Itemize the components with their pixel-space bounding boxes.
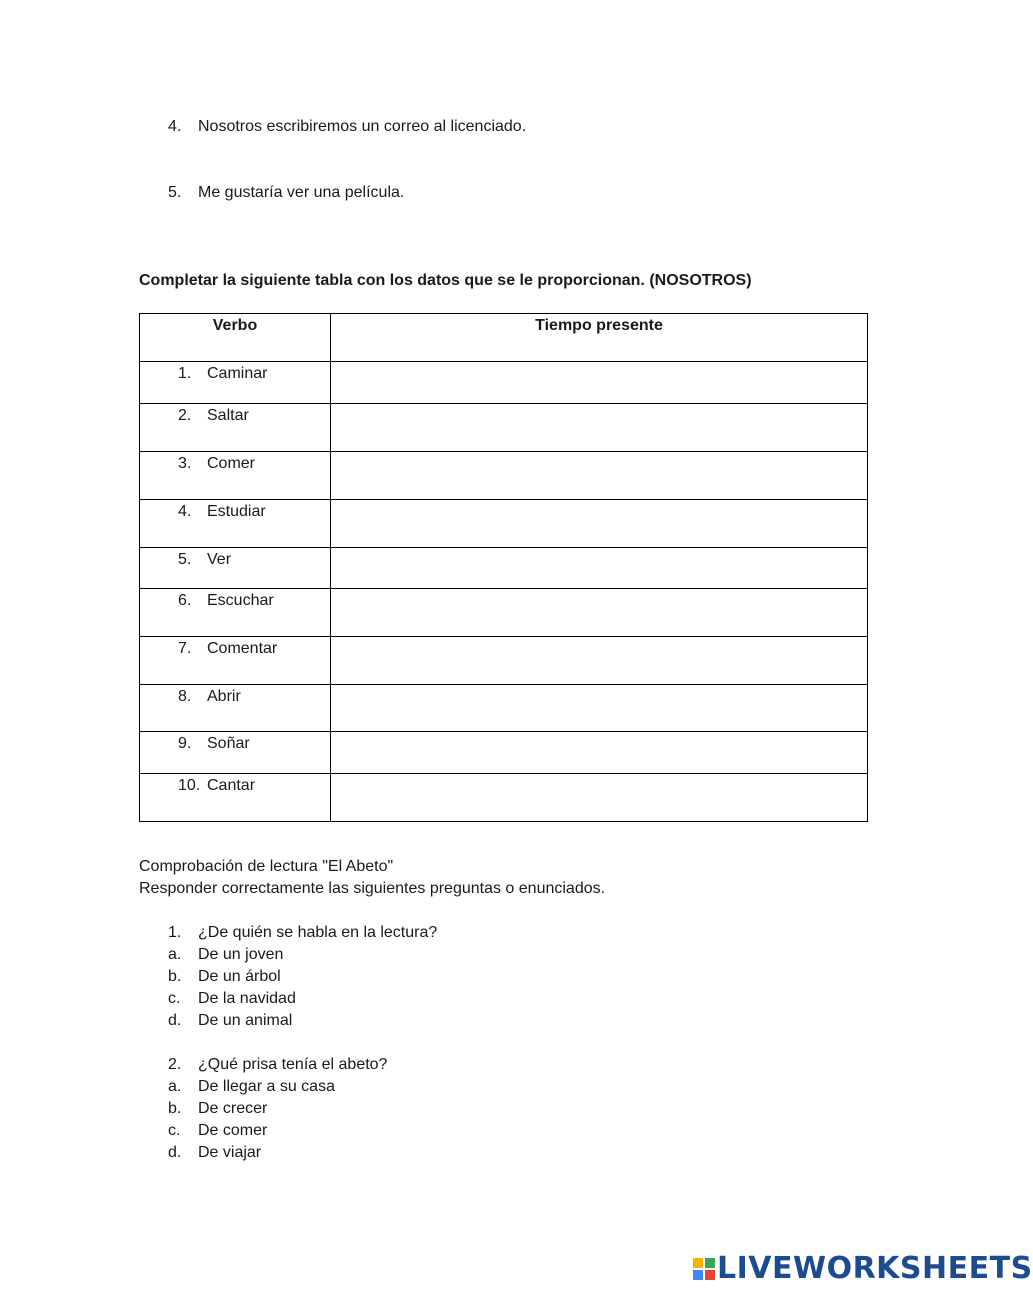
present-tense-answer-cell[interactable] (331, 404, 868, 452)
option-letter[interactable]: a. (168, 946, 182, 963)
table-instruction: Completar la siguiente tabla con los datos que se le proporcionan. (NOSOTROS) (139, 272, 752, 289)
verb-label: Cantar (207, 777, 256, 794)
verb-cell (140, 589, 331, 637)
option-letter[interactable]: b. (168, 1100, 182, 1117)
reading-instruction: Responder correctamente las siguientes preguntas o enunciados. (139, 880, 606, 897)
verb-cell (140, 500, 331, 548)
present-tense-answer-cell[interactable] (331, 548, 868, 589)
header-present: Tiempo presente (331, 314, 868, 362)
table-row (140, 637, 868, 685)
verb-label: Abrir (207, 688, 241, 705)
verb-cell (140, 732, 331, 774)
verb-label: Soñar (207, 735, 250, 752)
verb-label: Estudiar (207, 503, 266, 520)
verb-number: 1. (178, 365, 192, 382)
table-row (140, 589, 868, 637)
list-number: 4. (168, 118, 182, 135)
verb-label: Ver (207, 551, 232, 568)
option-text[interactable]: De la navidad (198, 990, 296, 1007)
verb-number: 7. (178, 640, 192, 657)
question-text: ¿De quién se habla en la lectura? (198, 924, 438, 941)
option-letter[interactable]: c. (168, 990, 181, 1007)
table-row (140, 500, 868, 548)
present-tense-answer-cell[interactable] (331, 500, 868, 548)
list-text: Me gustaría ver una película. (198, 184, 405, 201)
table-row (140, 452, 868, 500)
table-row (140, 732, 868, 774)
verb-number: 10. (178, 777, 201, 794)
list-number: 5. (168, 184, 182, 201)
table-row (140, 548, 868, 589)
table-row (140, 685, 868, 732)
present-tense-answer-cell[interactable] (331, 732, 868, 774)
question-text: ¿Qué prisa tenía el abeto? (198, 1056, 388, 1073)
verb-cell (140, 452, 331, 500)
table-row (140, 774, 868, 822)
verb-cell (140, 774, 331, 822)
list-text: Nosotros escribiremos un correo al licenciado. (198, 118, 527, 135)
option-letter[interactable]: a. (168, 1078, 182, 1095)
verb-number: 3. (178, 455, 192, 472)
option-text[interactable]: De crecer (198, 1100, 268, 1117)
present-tense-answer-cell[interactable] (331, 685, 868, 732)
present-tense-answer-cell[interactable] (331, 452, 868, 500)
verb-label: Escuchar (207, 592, 274, 609)
verb-number: 5. (178, 551, 192, 568)
question-number: 2. (168, 1056, 182, 1073)
option-text[interactable]: De un animal (198, 1012, 293, 1029)
verb-number: 6. (178, 592, 192, 609)
verb-number: 4. (178, 503, 192, 520)
verb-cell (140, 685, 331, 732)
verb-cell (140, 404, 331, 452)
verb-number: 2. (178, 407, 192, 424)
verb-number: 8. (178, 688, 192, 705)
logo-text: LIVEWORKSHEETS (717, 1251, 1033, 1286)
question-number: 1. (168, 924, 182, 941)
verb-label: Saltar (207, 407, 249, 424)
option-letter[interactable]: d. (168, 1012, 182, 1029)
option-letter[interactable]: c. (168, 1122, 181, 1139)
table-row (140, 362, 868, 404)
verb-cell (140, 637, 331, 685)
verb-number: 9. (178, 735, 192, 752)
verb-cell (140, 362, 331, 404)
present-tense-answer-cell[interactable] (331, 589, 868, 637)
table-header-row (140, 314, 868, 362)
reading-title: Comprobación de lectura "El Abeto" (139, 858, 394, 875)
option-text[interactable]: De viajar (198, 1144, 262, 1161)
verb-label: Caminar (207, 365, 268, 382)
table-row (140, 404, 868, 452)
present-tense-answer-cell[interactable] (331, 637, 868, 685)
verb-cell (140, 548, 331, 589)
header-verb: Verbo (140, 314, 331, 362)
logo-mark-icon (693, 1258, 715, 1280)
present-tense-answer-cell[interactable] (331, 774, 868, 822)
option-text[interactable]: De llegar a su casa (198, 1078, 335, 1095)
present-tense-answer-cell[interactable] (331, 362, 868, 404)
option-text[interactable]: De un joven (198, 946, 284, 963)
verb-label: Comer (207, 455, 256, 472)
option-text[interactable]: De un árbol (198, 968, 281, 985)
option-letter[interactable]: d. (168, 1144, 182, 1161)
verb-table (139, 313, 868, 822)
option-text[interactable]: De comer (198, 1122, 268, 1139)
option-letter[interactable]: b. (168, 968, 182, 985)
verb-label: Comentar (207, 640, 278, 657)
